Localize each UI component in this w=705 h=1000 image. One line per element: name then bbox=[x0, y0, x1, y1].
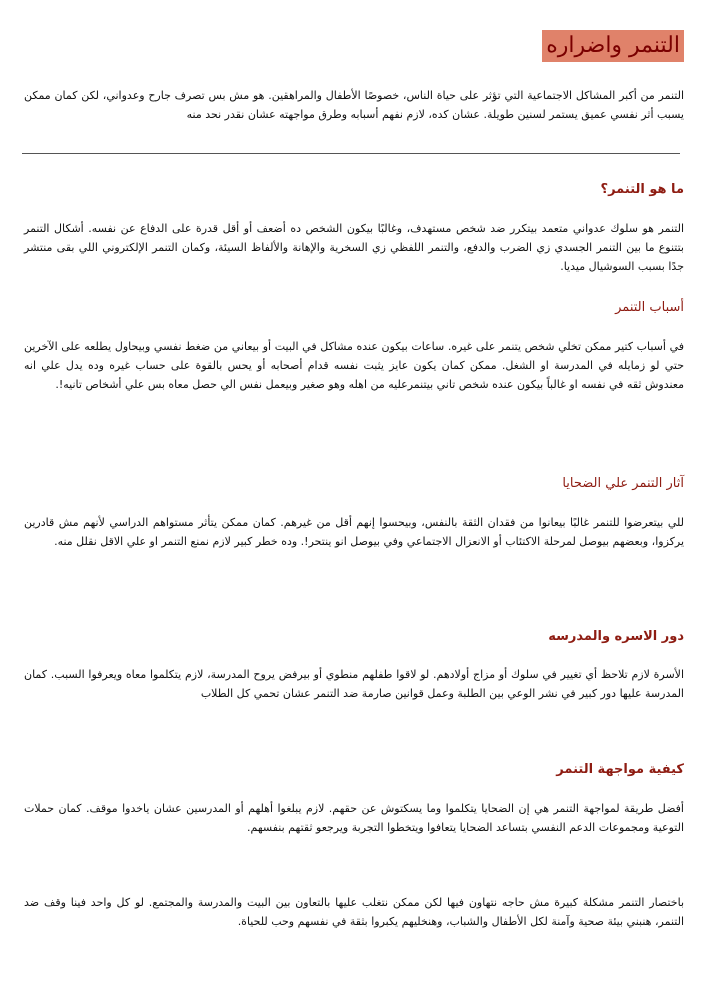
section-heading-what-is: ما هو التنمر؟ bbox=[600, 182, 684, 197]
page-title: التنمر واضراره bbox=[542, 30, 684, 62]
section-text-family-school: الأسرة لازم تلاحظ أي تغيير في سلوك أو مزاج أولادهم. لو لاقوا طفلهم منطوي أو بيرفض يروح المدرسة، لازم يتكلموا معاه ويعرفوا السبب. كمان المدرسة عليها دور كبير في نشر الوعي بين الطلبة وعمل قوانين صارمة ضد التنمر عشان تحمي كل الطلاب bbox=[24, 668, 684, 700]
horizontal-divider bbox=[22, 153, 680, 154]
section-text-confronting: أفضل طريقة لمواجهة التنمر هي إن الضحايا يتكلموا وما يسكتوش عن حقهم. لازم يبلغوا أهلهم أو المدرسين عشان ياخدوا موقف. كمان حملات التوعية ومجموعات الدعم النفسي بتساعد الضحايا يتعافوا ويتخطوا التجربة ويرجعو ثقتهم بنفسهم. bbox=[24, 802, 684, 834]
intro-paragraph: التنمر من أكبر المشاكل الاجتماعية التي تؤثر على حياة الناس، خصوصًا الأطفال والمراهقين. هو مش بس تصرف جارح وعدواني، لكن كمان ممكن يسبب أثر نفسي عميق يستمر لسنين طويلة. عشان كده، لازم نفهم أسبابه وطرق مواجهته عشان نقدر نحد منه bbox=[24, 89, 684, 121]
conclusion-paragraph: باختصار التنمر مشكلة كبيرة مش حاجه نتهاون فيها لكن ممكن نتغلب عليها بالتعاون بين البيت والمدرسة والمجتمع. لو كل واحد فينا وقف ضد التنمر، هنبني بيئة صحية وآمنة لكل الأطفال والشباب، وهنخليهم يكبروا بثقة في نفسهم وحب للحياة. bbox=[24, 896, 684, 928]
title-wrap bbox=[542, 30, 684, 62]
section-heading-family-school: دور الاسره والمدرسه bbox=[548, 629, 684, 644]
section-text-causes: في أسباب كتير ممكن تخلي شخص يتنمر على غيره. ساعات بيكون عنده مشاكل في البيت أو بيعاني من ضغط نفسي وبيحاول يطلعه على الآخرين حتي لو زمايله في المدرسة او الشغل. ممكن كمان يكون عايز يثبت نفسه قدام أصحابه أو يحس بالقوة على حساب غيره وده يدل علي انه معندوش ثقه في نفسه او غالباً بيكون عنده شخص تاني بيتنمرعليه من اهله وهو صغير وبيعمل نفس الي حصل معاه بس علي أشخاص تانيه!. bbox=[24, 340, 684, 391]
section-text-what-is: التنمر هو سلوك عدواني متعمد بيتكرر ضد شخص مستهدف، وغالبًا بيكون الشخص ده أضعف أو أقل قدرة على الدفاع عن نفسه. أشكال التنمر بتتنوع ما بين التنمر الجسدي زي الضرب والدفع، والتنمر اللفظي زي السخرية والإهانة والألفاظ السيئة، وكمان التنمر الإلكتروني اللي بقى منتشر جدًا بسبب السوشيال ميديا. bbox=[24, 222, 684, 273]
section-heading-effects: آثار التنمر علي الضحايا bbox=[562, 476, 684, 491]
section-text-effects: للي بيتعرضوا للتنمر غالبًا بيعانوا من فقدان الثقة بالنفس، وبيحسوا إنهم أقل من غيرهم. كمان ممكن يتأثر مستواهم الدراسي لأنهم مش قادرين يركزوا، وبعضهم بيوصل لمرحلة الاكتئاب أو الانعزال الاجتماعي وفي بيوصل انو ينتحر!. وده خطر كبير لازم نمنع التنمر او علي الاقل نقلل منه. bbox=[24, 516, 684, 548]
section-heading-causes: أسباب التنمر bbox=[615, 300, 684, 315]
section-heading-confronting: كيفية مواجهة التنمر bbox=[556, 762, 684, 777]
